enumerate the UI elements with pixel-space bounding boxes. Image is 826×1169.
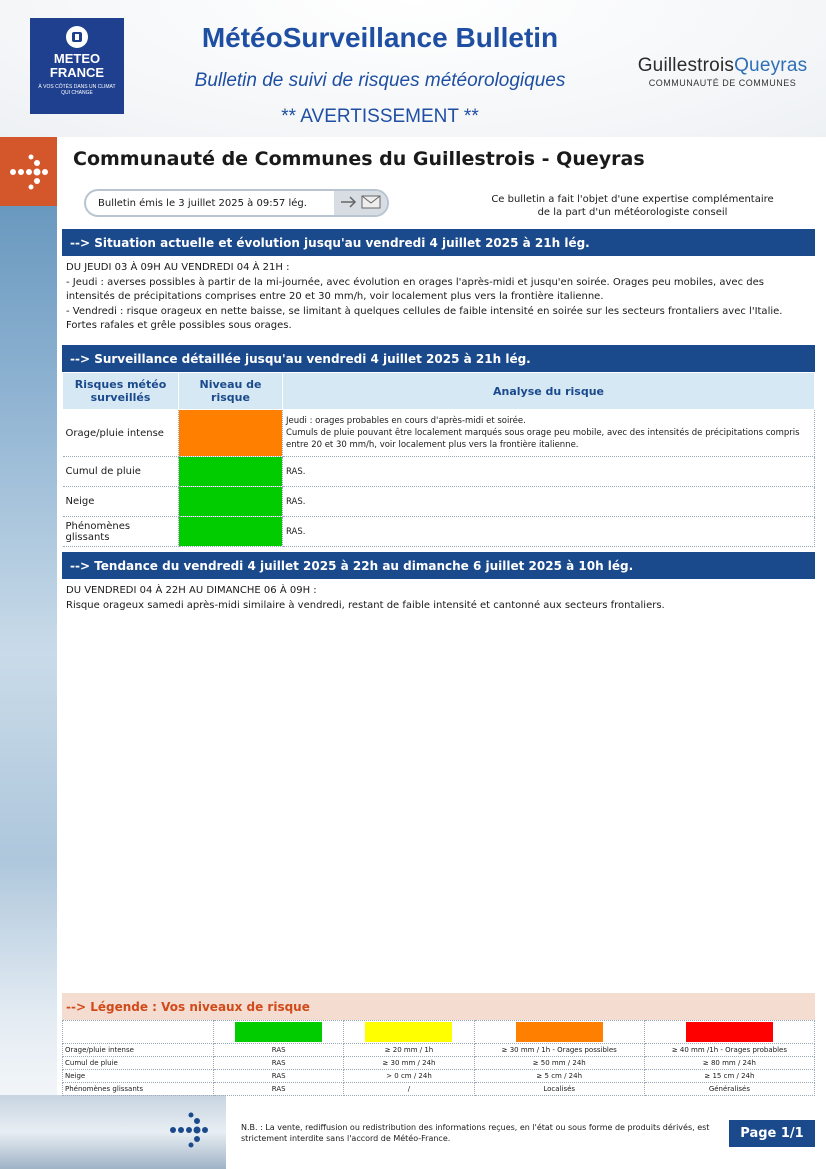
legend-header: --> Légende : Vos niveaux de risque	[62, 993, 815, 1020]
guillestrois-queyras-logo	[630, 55, 815, 95]
legend-threshold: ≥ 15 cm / 24h	[644, 1070, 814, 1083]
analysis-line: Jeudi : orages probables en cours d'après-midi et soirée.	[286, 416, 526, 426]
legend-threshold: Localisés	[474, 1083, 644, 1096]
arrow-dots-icon	[0, 137, 57, 206]
legend-row	[63, 1083, 815, 1096]
legend-table	[62, 1020, 815, 1096]
legend-threshold: > 0 cm / 24h	[344, 1070, 474, 1083]
logo-name-line2: FRANCE	[49, 65, 105, 80]
section-tendance-header: --> Tendance du vendredi 4 juillet 2025 à 22h au dimanche 6 juillet 2025 à 10h lég.	[62, 552, 815, 579]
legend-threshold: ≥ 30 mm / 1h - Orages possibles	[474, 1044, 644, 1057]
legend-threshold: ≥ 5 cm / 24h	[474, 1070, 644, 1083]
risk-level-swatch	[179, 410, 282, 456]
risk-name: Cumul de pluie	[63, 457, 179, 487]
risk-level-swatch	[179, 487, 282, 516]
risk-level-cell	[179, 487, 283, 517]
situation-line: DU JEUDI 03 À 09H AU VENDREDI 04 À 21H :	[66, 262, 290, 273]
legend-swatch	[686, 1022, 773, 1042]
emission-actions	[334, 191, 387, 215]
legend-risk-name: Orage/pluie intense	[63, 1044, 214, 1057]
bulletin-title: MétéoSurveillance Bulletin	[201, 22, 559, 53]
legend-threshold: ≥ 20 mm / 1h	[344, 1044, 474, 1057]
left-decorative-strip	[0, 137, 57, 1169]
table-row	[63, 517, 815, 547]
risk-level-swatch	[179, 457, 282, 486]
legend-threshold: ≥ 30 mm / 24h	[344, 1057, 474, 1070]
section-situation-text	[66, 261, 811, 334]
situation-line: - Vendredi : risque orageux en nette baisse, se limitant à quelques cellules de faible intensité en soirée sur les secteurs frontaliers avec l'Italie.	[66, 305, 783, 317]
logo-name-line1: METEO	[53, 51, 101, 66]
emission-box	[84, 189, 389, 217]
risk-name: Phénomènes glissants	[63, 517, 179, 547]
legend-risk-name: Cumul de pluie	[63, 1057, 214, 1070]
risk-analysis: RAS.	[283, 457, 815, 487]
emission-date: Bulletin émis le 3 juillet 2025 à 09:57 lég.	[98, 197, 307, 209]
legend-swatch-cell	[644, 1021, 814, 1044]
section-situation-header: --> Situation actuelle et évolution jusqu'au vendredi 4 juillet 2025 à 21h lég.	[62, 229, 815, 256]
legend-row	[63, 1057, 815, 1070]
legend-threshold: ≥ 40 mm /1h - Orages probables	[644, 1044, 814, 1057]
partner-logo-part1: Guillestrois	[637, 55, 735, 76]
risk-level-cell	[179, 410, 283, 457]
tendance-line: DU VENDREDI 04 À 22H AU DIMANCHE 06 À 09H :	[66, 585, 317, 596]
analysis-column-header: Analyse du risque	[283, 373, 815, 410]
arrow-dots-icon	[163, 1108, 219, 1152]
legend-row	[63, 1070, 815, 1083]
meteo-france-logo	[30, 18, 124, 114]
legend-swatch-cell	[344, 1021, 474, 1044]
partner-logo-subtitle: COMMUNAUTÉ DE COMMUNES	[648, 78, 797, 88]
situation-line: - Jeudi : averses possibles à partir de la mi-journée, avec évolution en orages l'après-midi et jusqu'en soirée. Orages peu mobiles, avec des intensités de précipitations comprises entre 20 et 30 mm/h, voir localement plus vers la frontière italienne.	[66, 276, 764, 302]
risk-level-cell	[179, 457, 283, 487]
legend-threshold: RAS	[214, 1070, 344, 1083]
table-row	[63, 487, 815, 517]
tendance-line: Risque orageux samedi après-midi similaire à vendredi, restant de faible intensité et cantonné aux secteurs frontaliers.	[66, 599, 665, 611]
situation-line: Fortes rafales et grêle possibles sous orages.	[66, 320, 292, 331]
level-column-header: Niveau de risque	[179, 373, 283, 410]
legend-swatch	[365, 1022, 452, 1042]
warning-label: ** AVERTISSEMENT **	[281, 106, 479, 127]
legend-swatch	[235, 1022, 322, 1042]
risk-name: Neige	[63, 487, 179, 517]
table-row	[63, 410, 815, 457]
legend-swatch-cell	[214, 1021, 344, 1044]
legend-threshold: ≥ 50 mm / 24h	[474, 1057, 644, 1070]
forward-arrow-icon[interactable]	[340, 194, 358, 213]
risk-level-swatch	[179, 517, 282, 546]
section-tendance-text	[66, 584, 811, 613]
logo-tagline: À VOS CÔTÉS DANS UN CLIMAT QUI CHANGE	[38, 84, 116, 96]
expert-note: Ce bulletin a fait l'objet d'une expertise complémentaire de la part d'un météorologiste conseil	[491, 194, 774, 218]
legend-threshold: RAS	[214, 1057, 344, 1070]
republic-emblem-icon	[66, 26, 88, 48]
risk-column-header: Risques météo surveillés	[63, 373, 179, 410]
legend-threshold: RAS	[214, 1044, 344, 1057]
footer-disclaimer: N.B. : La vente, rediffusion ou redistribution des informations reçues, en l'état ou sous forme de produits dérivés, est strictement interdite sans l'accord de Météo-France.	[241, 1123, 710, 1143]
legend-threshold: Généralisés	[644, 1083, 814, 1096]
risk-analysis: RAS.	[283, 487, 815, 517]
mail-icon[interactable]	[361, 194, 381, 213]
legend-swatch	[516, 1022, 603, 1042]
legend-swatch-cell	[474, 1021, 644, 1044]
risk-analysis	[283, 410, 815, 457]
analysis-line: Cumuls de pluie pouvant être localement marqués sous orage peu mobile, avec des intensités de précipitations compris entre 20 et 30 mm/h, voir localement plus vers la frontière italienne.	[286, 428, 800, 450]
legend-risk-name: Neige	[63, 1070, 214, 1083]
legend-threshold: /	[344, 1083, 474, 1096]
legend-risk-name: Phénomènes glissants	[63, 1083, 214, 1096]
page-indicator: Page 1/1	[729, 1120, 815, 1147]
bulletin-subtitle: Bulletin de suivi de risques météorologiques	[194, 70, 566, 91]
risk-name: Orage/pluie intense	[63, 410, 179, 457]
risk-table	[62, 372, 815, 547]
community-title: Communauté de Communes du Guillestrois - Queyras	[73, 148, 645, 170]
risk-analysis: RAS.	[283, 517, 815, 547]
partner-logo-part2: Queyras	[734, 55, 808, 76]
legend-threshold: ≥ 80 mm / 24h	[644, 1057, 814, 1070]
legend-swatch-row	[63, 1021, 815, 1044]
legend-threshold: RAS	[214, 1083, 344, 1096]
section-surveillance-header: --> Surveillance détaillée jusqu'au vendredi 4 juillet 2025 à 21h lég.	[62, 345, 815, 372]
legend-row	[63, 1044, 815, 1057]
table-row	[63, 457, 815, 487]
risk-level-cell	[179, 517, 283, 547]
